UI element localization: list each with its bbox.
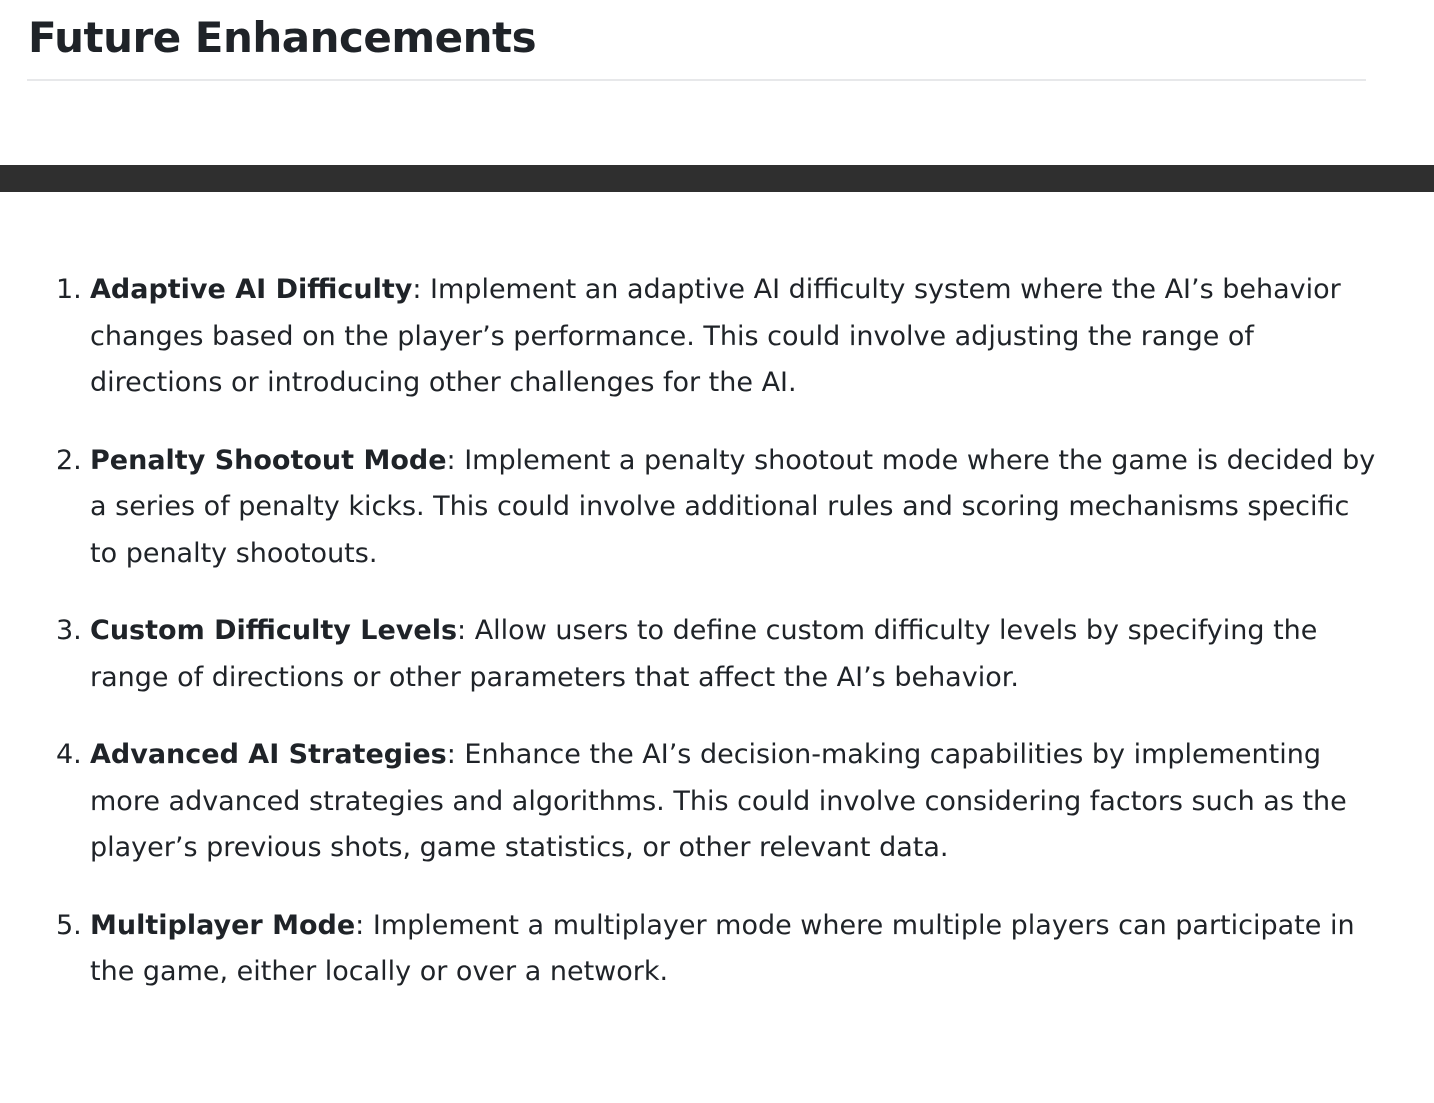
dark-banner-bar <box>0 165 1434 192</box>
list-item <box>0 903 1380 996</box>
list-item-text: : Enhance the AI’s decision-making capabilities by implementing more advanced strategies and algorithms. This could involve considering factors such as the player’s previous shots, game statistics, or other relevant data. <box>90 739 1347 863</box>
list-item-text: : Implement an adaptive AI difficulty system where the AI’s behavior changes based on the player’s performance. This could involve adjusting the range of directions or introducing other challenges for the AI. <box>90 274 1341 398</box>
page-title: Future Enhancements <box>28 13 537 62</box>
list-item <box>0 608 1380 701</box>
list-item-title: Custom Difficulty Levels <box>90 615 458 646</box>
list-item-title: Advanced AI Strategies <box>90 739 447 770</box>
list-item-title: Multiplayer Mode <box>90 909 356 941</box>
list-item-title: Penalty Shootout Mode <box>90 444 447 476</box>
list-item <box>0 732 1380 872</box>
title-divider <box>27 79 1366 81</box>
list-item-number: 1. <box>56 274 82 305</box>
list-item-title: Adaptive AI Difficulty <box>90 274 413 305</box>
list-item-number: 4. <box>56 739 82 770</box>
list-item-text: : Allow users to define custom difficulty levels by specifying the range of directions or other parameters that affect the AI’s behavior. <box>90 615 1318 693</box>
list-item-number: 5. <box>56 909 82 941</box>
list-item-text: : Implement a multiplayer mode where multiple players can participate in the game, either locally or over a network. <box>90 909 1355 987</box>
list-item-text: : Implement a penalty shootout mode where the game is decided by a series of penalty kicks. This could involve additional rules and scoring mechanisms specific to penalty shootouts. <box>90 444 1376 569</box>
list-item-number: 3. <box>56 615 82 646</box>
list-item-number: 2. <box>56 444 82 476</box>
list-item <box>0 267 1380 407</box>
list-item <box>0 438 1380 578</box>
enhancements-list <box>0 267 1380 1027</box>
